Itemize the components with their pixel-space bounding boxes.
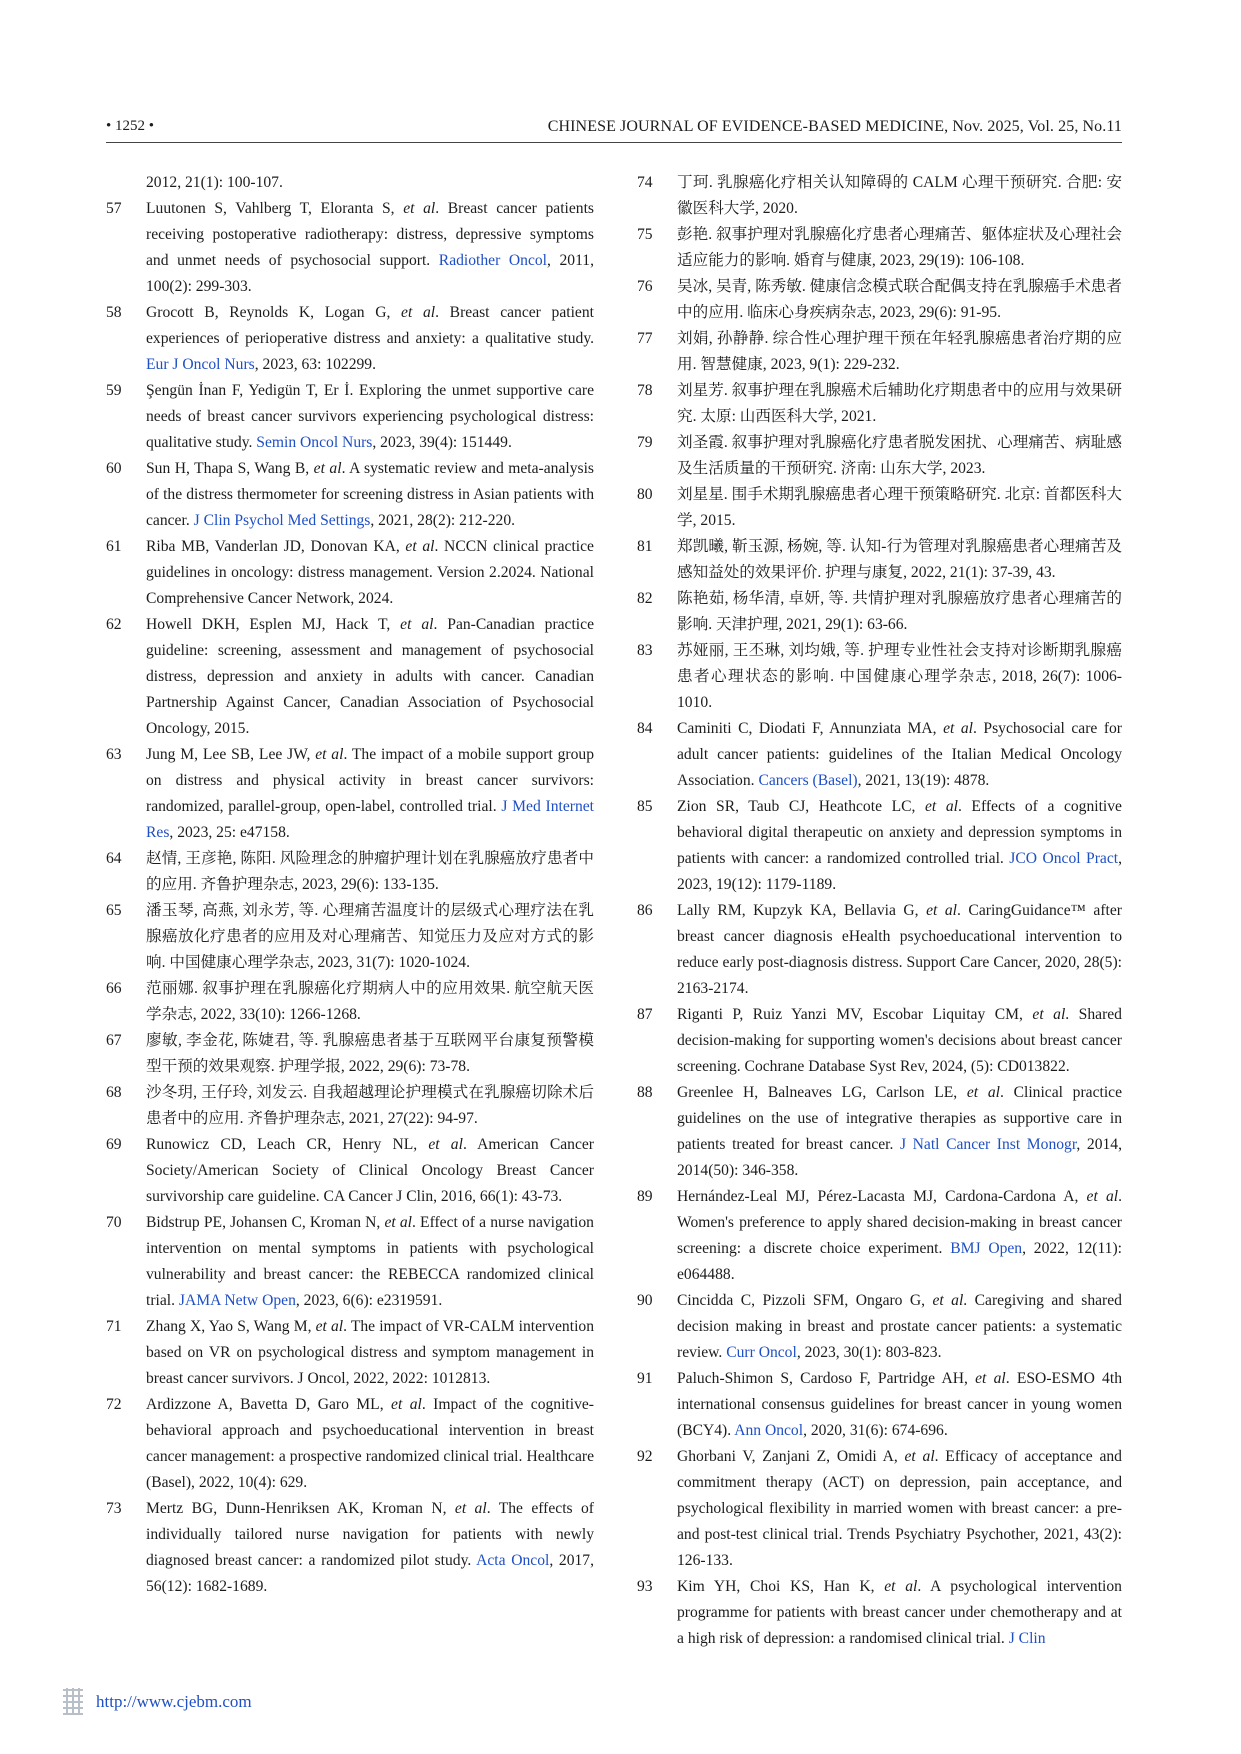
citation-text: Hernández-Leal MJ, Pérez-Lacasta MJ, Cardona-Cardona A, <box>677 1188 1087 1205</box>
journal-link[interactable]: J Med Internet Res <box>146 798 594 841</box>
citation-text: Cincidda C, Pizzoli SFM, Ongaro G, <box>677 1292 933 1309</box>
reference-number: 85 <box>637 798 653 815</box>
citation-text: Riba MB, Vanderlan JD, Donovan KA, <box>146 538 406 555</box>
reference-number: 86 <box>637 902 653 919</box>
reference-item <box>637 1080 1122 1184</box>
citation-text: Sun H, Thapa S, Wang B, <box>146 460 314 477</box>
reference-item <box>106 1210 594 1314</box>
reference-text <box>146 300 594 378</box>
citation-text: Riganti P, Ruiz Yanzi MV, Escobar Liquitay CM, <box>677 1006 1033 1023</box>
reference-item <box>106 898 594 976</box>
citation-text: , 2017, 56(12): 1682-1689. <box>146 1552 594 1595</box>
reference-item <box>106 976 594 1028</box>
reference-text <box>146 1314 594 1392</box>
et-al-text: et al <box>904 1448 935 1465</box>
reference-number: 73 <box>106 1500 122 1517</box>
reference-item <box>106 1132 594 1210</box>
reference-text <box>677 1574 1122 1652</box>
journal-link[interactable]: JAMA Netw Open <box>178 1292 296 1309</box>
reference-number: 57 <box>106 200 122 217</box>
citation-text: 丁珂. 乳腺癌化疗相关认知障碍的 CALM 心理干预研究. 合肥: 安徽医科大学, 2020. <box>677 174 1122 217</box>
citation-text: , 2011, 100(2): 299-303. <box>146 252 595 295</box>
reference-text <box>146 742 594 846</box>
reference-item <box>637 326 1122 378</box>
reference-number: 84 <box>637 720 653 737</box>
et-al-text: et al <box>884 1578 918 1595</box>
reference-item <box>637 1366 1122 1444</box>
citation-text: Luutonen S, Vahlberg T, Eloranta S, <box>146 200 404 217</box>
citation-text: 彭艳. 叙事护理对乳腺癌化疗患者心理痛苦、躯体症状及心理社会适应能力的影响. 婚育与健康, 2023, 29(19): 106-108. <box>677 226 1122 269</box>
citation-text: Caminiti C, Diodati F, Annunziata MA, <box>677 720 944 737</box>
reference-number: 83 <box>637 642 653 659</box>
reference-text <box>677 430 1122 482</box>
reference-number: 67 <box>106 1032 122 1049</box>
citation-text: , 2023, 6(6): e2319591. <box>295 1292 443 1309</box>
et-al-text: et al <box>1032 1006 1066 1023</box>
citation-text: 2012, 21(1): 100-107. <box>146 174 283 191</box>
citation-text: . ESO-ESMO 4th international consensus guidelines for breast cancer in young women (BCY4). <box>677 1370 1122 1439</box>
et-al-text: et al <box>391 1396 422 1413</box>
citation-text: 刘圣霞. 叙事护理对乳腺癌化疗患者脱发困扰、心理痛苦、病耻感及生活质量的干预研究. 济南: 山东大学, 2023. <box>677 434 1122 477</box>
citation-text: 吴冰, 吴青, 陈秀敏. 健康信念模式联合配偶支持在乳腺癌手术患者中的应用. 临床心身疾病杂志, 2023, 29(6): 91-95. <box>677 278 1122 321</box>
reference-text <box>146 846 594 898</box>
reference-number: 92 <box>637 1448 653 1465</box>
reference-item <box>637 534 1122 586</box>
citation-text: . Effects of a cognitive behavioral digital therapeutic on anxiety and depression symptoms in patients with cancer: a randomized controlled trial. <box>677 798 1122 867</box>
reference-text <box>146 898 594 976</box>
citation-text: Lally RM, Kupzyk KA, Bellavia G, <box>677 902 927 919</box>
reference-text <box>146 1132 594 1210</box>
journal-link[interactable]: J Clin Psychol Med Settings <box>193 512 371 529</box>
citation-text: Ardizzone A, Bavetta D, Garo ML, <box>146 1396 392 1413</box>
reference-item <box>637 274 1122 326</box>
citation-text: . Impact of the cognitive-behavioral approach and psychoeducational intervention in breast cancer management: a prospective randomized clinical trial. Healthcare (Basel), 2022, 10(4): 629. <box>146 1396 594 1491</box>
reference-number: 76 <box>637 278 653 295</box>
journal-link[interactable]: Curr Oncol <box>726 1344 797 1361</box>
et-al-text: et al <box>405 538 435 555</box>
citation-text: Zion SR, Taub CJ, Heathcote LC, <box>677 798 925 815</box>
et-al-text: et al <box>924 798 958 815</box>
et-al-text: et al <box>313 460 342 477</box>
journal-link[interactable]: J Natl Cancer Inst Monogr <box>899 1136 1077 1153</box>
reference-text <box>146 534 594 612</box>
reference-item <box>637 716 1122 794</box>
header-rule <box>106 142 1122 143</box>
citation-text: . A psychological intervention programme for patients with breast cancer under chemotherapy and at a high risk of depression: a randomised clinical trial. <box>677 1578 1122 1647</box>
reference-number: 65 <box>106 902 122 919</box>
citation-text: . A systematic review and meta-analysis of the distress thermometer for screening distress in Asian patients with cancer. <box>146 460 594 529</box>
citation-text: . Breast cancer patient experiences of perioperative distress and anxiety: a qualitative study. <box>146 304 594 347</box>
et-al-text: et al <box>315 1318 344 1335</box>
journal-link[interactable]: Semin Oncol Nurs <box>256 434 373 451</box>
reference-number: 68 <box>106 1084 122 1101</box>
reference-number: 58 <box>106 304 122 321</box>
reference-item <box>637 1444 1122 1574</box>
journal-title: CHINESE JOURNAL OF EVIDENCE-BASED MEDICINE, Nov. 2025, Vol. 25, No.11 <box>547 118 1122 135</box>
citation-text: . Clinical practice guidelines on the use of integrative therapies as supportive care in patients treated for breast cancer. <box>677 1084 1123 1153</box>
citation-text: . The impact of VR-CALM intervention based on VR on psychological distress and symptom management in breast cancer survivors. J Oncol, 2022, 2022: 1012813. <box>146 1318 594 1387</box>
citation-text: , 2023, 63: 102299. <box>254 356 377 373</box>
reference-item <box>106 534 594 612</box>
reference-item <box>106 1392 594 1496</box>
citation-text: . Effect of a nurse navigation intervention on mental symptoms in patients with psychological vulnerability and breast cancer: the REBECCA randomized clinical trial. <box>146 1214 594 1309</box>
reference-text <box>146 1496 594 1600</box>
citation-text: . Women's preference to apply shared decision-making in breast cancer screening: a discrete choice experiment. <box>677 1188 1122 1257</box>
citation-text: 沙冬玥, 王仔玲, 刘发云. 自我超越理论护理模式在乳腺癌切除术后患者中的应用. 齐鲁护理杂志, 2021, 27(22): 94-97. <box>146 1084 594 1127</box>
citation-text: . Breast cancer patients receiving postoperative radiotherapy: distress, depressive symptoms and unmet needs of psychosocial support. <box>146 200 594 269</box>
et-al-text: et al <box>315 746 344 763</box>
reference-item <box>637 1288 1122 1366</box>
reference-column-left <box>106 170 594 1600</box>
citation-text: 廖敏, 李金花, 陈婕君, 等. 乳腺癌患者基于互联网平台康复预警模型干预的效果观察. 护理学报, 2022, 29(6): 73-78. <box>146 1032 594 1075</box>
reference-text <box>146 1080 594 1132</box>
reference-text <box>677 586 1122 638</box>
citation-text: Grocott B, Reynolds K, Logan G, <box>146 304 402 321</box>
reference-text <box>677 1080 1122 1184</box>
journal-url-link[interactable]: http://www.cjebm.com <box>96 1692 252 1711</box>
reference-item <box>637 1184 1122 1288</box>
journal-link[interactable]: Cancers (Basel) <box>758 772 858 789</box>
citation-text: Ghorbani V, Zanjani Z, Omidi A, <box>677 1448 905 1465</box>
reference-text <box>677 1002 1122 1080</box>
citation-text: 刘星芳. 叙事护理在乳腺癌术后辅助化疗期患者中的应用与效果研究. 太原: 山西医科大学, 2021. <box>677 382 1122 425</box>
reference-item <box>637 170 1122 222</box>
reference-text <box>677 274 1122 326</box>
et-al-text: et al <box>401 304 436 321</box>
reference-number: 60 <box>106 460 122 477</box>
citation-text: 范丽娜. 叙事护理在乳腺癌化疗期病人中的应用效果. 航空航天医学杂志, 2022, 33(10): 1266-1268. <box>146 980 594 1023</box>
reference-text <box>677 716 1122 794</box>
reference-number: 89 <box>637 1188 653 1205</box>
citation-text: Howell DKH, Esplen MJ, Hack T, <box>146 616 401 633</box>
et-al-text: et al <box>384 1214 412 1231</box>
citation-text: Mertz BG, Dunn-Henriksen AK, Kroman N, <box>146 1500 455 1517</box>
reference-number: 72 <box>106 1396 122 1413</box>
page-number: • 1252 • <box>106 118 155 134</box>
reference-text <box>677 898 1122 1002</box>
reference-number: 66 <box>106 980 122 997</box>
citation-text: 苏娅丽, 王丕琳, 刘均娥, 等. 护理专业性社会支持对诊断期乳腺癌患者心理状态的影响. 中国健康心理学杂志, 2018, 26(7): 1006-1010. <box>677 642 1122 711</box>
reference-number: 80 <box>637 486 653 503</box>
journal-logo-icon <box>60 1686 86 1716</box>
reference-number: 82 <box>637 590 653 607</box>
reference-item <box>106 1028 594 1080</box>
citation-text: Paluch-Shimon S, Cardoso F, Partridge AH, <box>677 1370 976 1387</box>
reference-text <box>677 326 1122 378</box>
citation-text: . Efficacy of acceptance and commitment therapy (ACT) on depression, pain acceptance, and psychological flexibility in married women with breast cancer: a pre- and post-test clinical trial. Trends Psychiatry Psychother, 2021, 43(2): 126-133. <box>677 1448 1122 1569</box>
reference-number: 77 <box>637 330 653 347</box>
citation-text: Şengün İnan F, Yedigün T, Er İ. Exploring the unmet supportive care needs of breast cancer survivors experiencing psychological distress: qualitative study. <box>146 382 594 451</box>
citation-text: 郑凯曦, 靳玉源, 杨婉, 等. 认知-行为管理对乳腺癌患者心理痛苦及感知益处的效果评价. 护理与康复, 2022, 21(1): 37-39, 43. <box>677 538 1122 581</box>
citation-text: 刘娟, 孙静静. 综合性心理护理干预在年轻乳腺癌患者治疗期的应用. 智慧健康, 2023, 9(1): 229-232. <box>677 330 1122 373</box>
reference-text <box>146 378 594 456</box>
reference-item <box>637 898 1122 1002</box>
et-al-text: et al <box>932 1292 964 1309</box>
reference-text <box>677 222 1122 274</box>
reference-item <box>106 196 594 300</box>
reference-number: 69 <box>106 1136 122 1153</box>
citation-text: Greenlee H, Balneaves LG, Carlson LE, <box>677 1084 967 1101</box>
reference-text <box>146 170 594 196</box>
citation-text: 赵情, 王彦艳, 陈阳. 风险理念的肿瘤护理计划在乳腺癌放疗患者中的应用. 齐鲁护理杂志, 2023, 29(6): 133-135. <box>146 850 594 893</box>
citation-text: . Caregiving and shared decision making in breast and prostate cancer patients: a systematic review. <box>677 1292 1122 1361</box>
citation-text: , 2021, 28(2): 212-220. <box>370 512 516 529</box>
journal-link[interactable]: JCO Oncol Pract <box>1009 850 1119 867</box>
reference-item <box>106 300 594 378</box>
et-al-text: et al <box>454 1500 487 1517</box>
journal-link[interactable]: J Clin <box>1008 1630 1046 1647</box>
et-al-text: et al <box>428 1136 463 1153</box>
reference-item <box>106 1314 594 1392</box>
reference-number: 62 <box>106 616 122 633</box>
reference-text <box>146 196 594 300</box>
reference-text <box>146 976 594 1028</box>
reference-item <box>106 846 594 898</box>
reference-number: 70 <box>106 1214 122 1231</box>
citation-text: . The effects of individually tailored nurse navigation for patients with newly diagnosed breast cancer: a randomized pilot study. <box>146 1500 594 1569</box>
reference-number: 75 <box>637 226 653 243</box>
journal-link[interactable]: Radiother Oncol <box>438 252 547 269</box>
citation-text: Runowicz CD, Leach CR, Henry NL, <box>146 1136 429 1153</box>
et-al-text: et al <box>975 1370 1006 1387</box>
et-al-text: et al <box>403 200 436 217</box>
citation-text: . The impact of a mobile support group on distress and physical activity in breast cancer survivors: randomized, parallel-group, open-label, controlled trial. <box>146 746 594 815</box>
reference-text <box>146 612 594 742</box>
reference-text <box>677 1288 1122 1366</box>
citation-text: . Pan-Canadian practice guideline: screening, assessment and management of psychosocial distress, depression and anxiety in adults with cancer. Canadian Partnership Against Cancer, Canadian Association of Psychosocial Oncology, 2015. <box>146 616 594 737</box>
citation-text: . Psychosocial care for adult cancer patients: guidelines of the Italian Medical Oncology Association. <box>677 720 1122 789</box>
reference-text <box>146 456 594 534</box>
reference-item <box>106 170 594 196</box>
journal-link[interactable]: BMJ Open <box>950 1240 1023 1257</box>
citation-text: , 2023, 39(4): 151449. <box>372 434 512 451</box>
reference-item <box>637 222 1122 274</box>
citation-text: 刘星星. 围手术期乳腺癌患者心理干预策略研究. 北京: 首都医科大学, 2015. <box>677 486 1122 529</box>
et-al-text: et al <box>943 720 973 737</box>
citation-text: Kim YH, Choi KS, Han K, <box>677 1578 885 1595</box>
journal-link[interactable]: Eur J Oncol Nurs <box>146 356 255 373</box>
et-al-text: et al <box>966 1084 1000 1101</box>
citation-text: 潘玉琴, 高燕, 刘永芳, 等. 心理痛苦温度计的层级式心理疗法在乳腺癌放化疗患者的应用及对心理痛苦、知觉压力及应对方式的影响. 中国健康心理学杂志, 2023, 31(7): 1020-1024. <box>146 902 594 971</box>
reference-number: 90 <box>637 1292 653 1309</box>
reference-column-right <box>637 170 1122 1652</box>
reference-item <box>637 638 1122 716</box>
reference-number: 78 <box>637 382 653 399</box>
reference-number: 71 <box>106 1318 122 1335</box>
journal-link[interactable]: Ann Oncol <box>734 1422 804 1439</box>
reference-text <box>146 1028 594 1080</box>
citation-text: , 2014, 2014(50): 346-358. <box>677 1136 1122 1179</box>
citation-text: 陈艳茹, 杨华清, 卓妍, 等. 共情护理对乳腺癌放疗患者心理痛苦的影响. 天津护理, 2021, 29(1): 63-66. <box>677 590 1122 633</box>
reference-text <box>677 378 1122 430</box>
citation-text: , 2021, 13(19): 4878. <box>857 772 990 789</box>
reference-item <box>637 586 1122 638</box>
reference-text <box>677 482 1122 534</box>
reference-item <box>106 1496 594 1600</box>
reference-item <box>637 482 1122 534</box>
reference-number: 81 <box>637 538 653 555</box>
reference-text <box>677 1366 1122 1444</box>
citation-text: . CaringGuidance™ after breast cancer diagnosis eHealth psychoeducational intervention to reduce early post-diagnosis distress. Support Care Cancer, 2020, 28(5): 2163-2174. <box>677 902 1122 997</box>
reference-item <box>637 430 1122 482</box>
journal-link[interactable]: Acta Oncol <box>476 1552 550 1569</box>
citation-text: . Shared decision-making for supporting women's decisions about breast cancer screening. Cochrane Database Syst Rev, 2024, (5): CD013822. <box>677 1006 1122 1075</box>
et-al-text: et al <box>400 616 434 633</box>
reference-text <box>677 638 1122 716</box>
citation-text: Jung M, Lee SB, Lee JW, <box>146 746 316 763</box>
reference-number: 74 <box>637 174 653 191</box>
reference-number: 88 <box>637 1084 653 1101</box>
citation-text: Zhang X, Yao S, Wang M, <box>146 1318 316 1335</box>
reference-text <box>677 534 1122 586</box>
reference-item <box>106 378 594 456</box>
reference-item <box>637 794 1122 898</box>
et-al-text: et al <box>926 902 958 919</box>
reference-number: 63 <box>106 746 122 763</box>
citation-text: , 2023, 30(1): 803-823. <box>796 1344 942 1361</box>
reference-text <box>677 794 1122 898</box>
reference-text <box>146 1210 594 1314</box>
reference-item <box>637 1574 1122 1652</box>
citation-text: , 2023, 25: e47158. <box>169 824 290 841</box>
reference-text <box>677 1184 1122 1288</box>
reference-item <box>106 1080 594 1132</box>
citation-text: , 2022, 12(11): e064488. <box>677 1240 1122 1283</box>
citation-text: . NCCN clinical practice guidelines in oncology: distress management. Version 2.2024. National Comprehensive Cancer Network, 2024. <box>146 538 594 607</box>
citation-text: . American Cancer Society/American Society of Clinical Oncology Breast Cancer survivorship care guideline. CA Cancer J Clin, 2016, 66(1): 43-73. <box>146 1136 594 1205</box>
reference-text <box>146 1392 594 1496</box>
reference-number: 79 <box>637 434 653 451</box>
reference-number: 64 <box>106 850 122 867</box>
reference-item <box>637 1002 1122 1080</box>
citation-text: , 2020, 31(6): 674-696. <box>803 1422 948 1439</box>
reference-number: 87 <box>637 1006 653 1023</box>
reference-number: 91 <box>637 1370 653 1387</box>
reference-text <box>677 1444 1122 1574</box>
reference-item <box>637 378 1122 430</box>
reference-number: 93 <box>637 1578 653 1595</box>
et-al-text: et al <box>1086 1188 1119 1205</box>
citation-text: , 2023, 19(12): 1179-1189. <box>677 850 1122 893</box>
reference-item <box>106 742 594 846</box>
citation-text: Bidstrup PE, Johansen C, Kroman N, <box>146 1214 385 1231</box>
reference-item <box>106 456 594 534</box>
reference-item <box>106 612 594 742</box>
reference-text <box>677 170 1122 222</box>
reference-number: 59 <box>106 382 122 399</box>
reference-number: 61 <box>106 538 122 555</box>
